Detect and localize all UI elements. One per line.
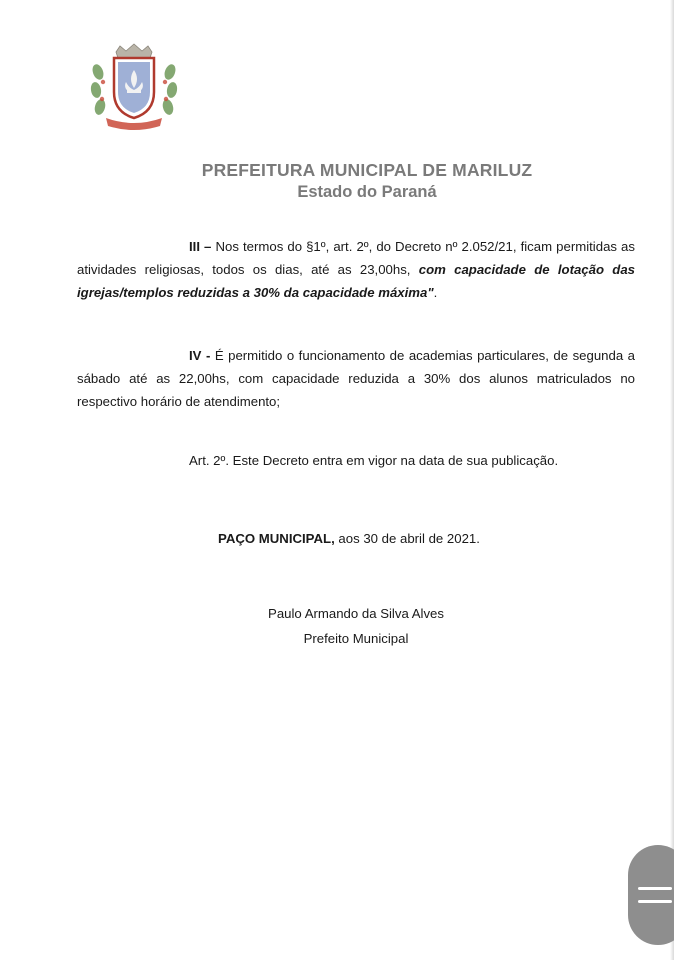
closing-label: PAÇO MUNICIPAL, bbox=[218, 531, 335, 546]
section-iv-text: É permitido o funcionamento de academias particulares, de segunda a sábado até as 22,00hs, com capacidade reduzida a 30% dos alunos matriculados no respectivo horário de atendimento; bbox=[77, 348, 635, 409]
signatory-name: Paulo Armando da Silva Alves bbox=[268, 606, 444, 621]
section-iii-label: III – bbox=[189, 239, 212, 254]
section-iii-end: . bbox=[433, 285, 438, 300]
closing-date: aos 30 de abril de 2021. bbox=[334, 531, 480, 546]
section-iii-text: Nos termos do §1º, art. 2º, do Decreto nº 2.052/21, ficam permitidas as atividades religiosas, todos os dias, até as 23,00hs, bbox=[77, 239, 635, 277]
section-iii-paragraph bbox=[77, 235, 635, 304]
page-subtitle: Estado do Paraná bbox=[297, 183, 437, 201]
municipal-crest-logo bbox=[88, 42, 180, 134]
page-edge bbox=[670, 0, 674, 960]
signatory-role: Prefeito Municipal bbox=[303, 631, 409, 646]
section-iv-label: IV - bbox=[189, 348, 211, 363]
signature-block bbox=[0, 601, 674, 651]
page-title: PREFEITURA MUNICIPAL DE MARILUZ bbox=[201, 160, 533, 180]
article-2-text: Art. 2º. Este Decreto entra em vigor na data de sua publicação. bbox=[189, 453, 559, 468]
closing-line bbox=[218, 531, 480, 546]
section-iii-emphasis: com capacidade de lotação das igrejas/templos reduzidas a 30% da capacidade máxima" bbox=[77, 262, 636, 300]
scroll-handle[interactable] bbox=[628, 845, 674, 945]
section-iv-paragraph bbox=[77, 344, 635, 413]
document-header bbox=[0, 160, 674, 202]
